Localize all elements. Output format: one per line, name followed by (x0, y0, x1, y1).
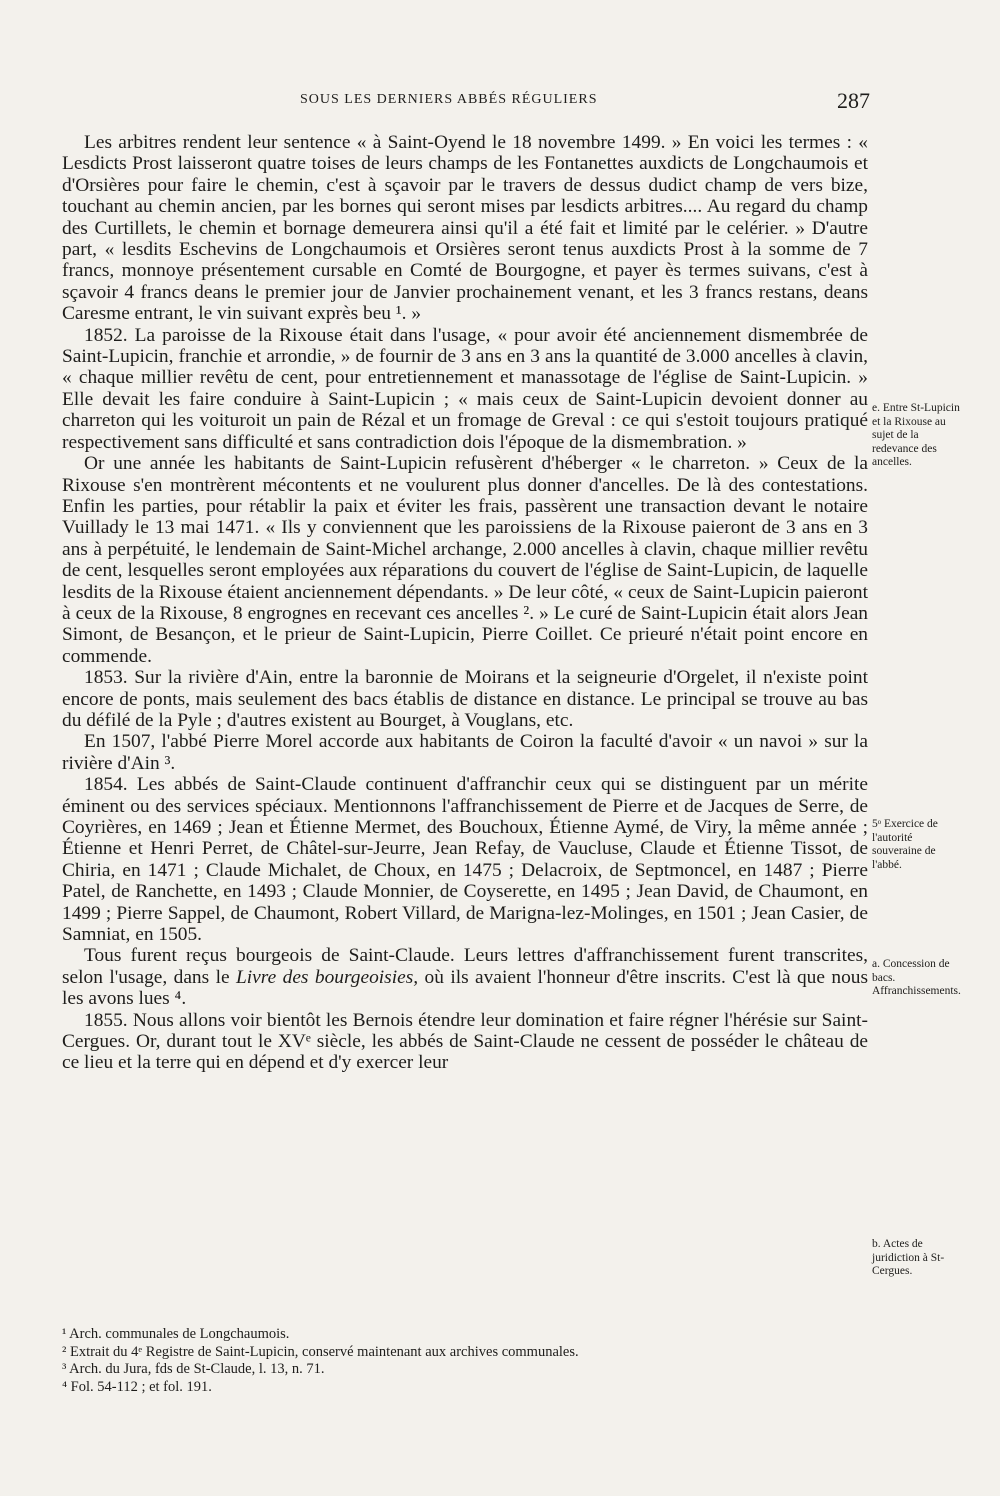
margin-note: e. Entre St-Lupicin et la Rixouse au sujet de la redevance des ancelles. (872, 402, 960, 469)
book-title-italic: Livre des bourgeoisies, (236, 966, 419, 988)
paragraph-arbitres: Les arbitres rendent leur sentence « à Saint-Oyend le 18 novembre 1499. » En voici les termes : « Lesdicts Prost laisseront quatre toises de leurs champs de les Fontanettes auxdicts de Longchaumois et d'Orsières pour faire le chemin, c'est à sçavoir par le travers de dessus dudict champ de vers bize, touchant au chemin ancien, par les bornes qui seront mises par lesdicts arbitres.... Au regard du champ des Curtillets, le chemin et bornage demeurera ainsi qu'il a été fait et limité par le celérier. » D'autre part, « lesdits Eschevins de Longchaumois et Orsières seront tenus auxdicts Prost à la somme de 7 francs, monnoye présentement cursable en Comté de Bourgogne, et payer ès termes suivans, c'est à sçavoir 4 francs deans le premier jour de Janvier prochainement venant, et les 3 francs restans, deans Caresme entrant, le vin suivant exprès beu ¹. » (62, 132, 868, 325)
paragraph-1852: 1852. La paroisse de la Rixouse était dans l'usage, « pour avoir été anciennement dismembrée de Saint-Lupicin, franchie et arrondie, » de fournir de 3 ans en 3 ans la quantité de 3.000 ancelles à clavin, « chaque millier revêtu de cent, pour entretiennement et manassotage de l'église de Saint-Lupicin. » Elle devait les faire conduire à Saint-Lupicin ; « mais ceux de Saint-Lupicin devoient donner au charreton qui les voituroit un pain de Rézal et un fromage de Greval : ce qui s'estoit toujours pratiqué respectivement sans difficulté et sans contradiction dois l'époque de la dismembration. » (62, 324, 868, 453)
paragraph-bourgeois-end: où ils avaient l'honneur d'être inscrits. C'est là que nous les avons lues ⁴. (62, 966, 869, 1010)
paragraph-rixouse: Or une année les habitants de Saint-Lupicin refusèrent d'héberger « le charreton. » Ceux de la Rixouse s'en montrèrent mécontents et ne voulurent plus donner d'ancelles. De là des contestations. Enfin les parties, pour rétablir la paix et éviter les frais, passèrent une transaction devant le notaire Vuillady le 13 mai 1471. « Ils y conviennent que les paroissiens de la Rixouse paieront de 3 ans en 3 ans à perpétuité, le lendemain de Saint-Michel archange, 2.000 ancelles à clavin, chaque millier revêtu de cent, lesquelles seront employées aux réparations du couvert de l'église de Saint-Lupicin, de laquelle lesdits de la Rixouse étaient anciennement dépendants. » De leur côté, « ceux de Saint-Lupicin paieront à ceux de la Rixouse, 8 engrognes en recevant ces ancelles ². » Le curé de Saint-Lupicin était alors Jean Simont, de Besançon, et le prieur de Saint-Lupicin, Pierre Coillet. Ce prieuré n'était point encore en commende. (62, 453, 868, 667)
paragraph-bourgeois (62, 945, 868, 1009)
footnote: ² Extrait du 4ᵉ Registre de Saint-Lupicin, conservé maintenant aux archives communales. (62, 1343, 579, 1360)
footnote: ³ Arch. du Jura, fds de St-Claude, l. 13, n. 71. (62, 1361, 325, 1377)
page-header (62, 88, 870, 118)
margin-note: 5ᵒ Exercice de l'autorité souveraine de l'abbé. (872, 818, 938, 871)
paragraph-1507: En 1507, l'abbé Pierre Morel accorde aux habitants de Coiron la faculté d'avoir « un navoi » sur la rivière d'Ain ³. (62, 731, 868, 774)
body-text (62, 132, 868, 1074)
running-title: SOUS LES DERNIERS ABBÉS RÉGULIERS (300, 92, 598, 107)
margin-note: b. Actes de juridiction à St-Cergues. (872, 1238, 945, 1278)
paragraph-1855: 1855. Nous allons voir bientôt les Bernois étendre leur domination et faire régner l'hérésie sur Saint-Cergues. Or, durant tout le XVᵉ siècle, les abbés de Saint-Claude ne cessent de posséder le château de ce lieu et la terre qui en dépend et d'y exercer leur (62, 1009, 868, 1074)
footnotes (62, 1326, 842, 1396)
footnote: ⁴ Fol. 54-112 ; et fol. 191. (62, 1378, 212, 1395)
footnote: ¹ Arch. communales de Longchaumois. (62, 1326, 290, 1342)
paragraph-1854: 1854. Les abbés de Saint-Claude continuent d'affranchir ceux qui se distinguent par un mérite éminent ou des services spéciaux. Mentionnons l'affranchissement de Pierre et de Jacques de Serre, de Coyrières, en 1469 ; Jean et Étienne Mermet, des Bouchoux, Étienne Aymé, de Viry, la même année ; Étienne et Henri Perret, de Châtel-sur-Jeurre, Jean Refay, de Vaucluse, Claude et Étienne Tissot, de Chiria, en 1471 ; Claude Michalet, de Choux, en 1475 ; Delacroix, de Septmoncel, en 1487 ; Pierre Patel, de Ranchette, en 1493 ; Claude Monnier, de Coyserette, en 1495 ; Jean David, de Chaumont, en 1499 ; Pierre Sappel, de Chaumont, Robert Villard, de Marigna-lez-Molinges, en 1501 ; Jean Casier, de Samniat, en 1505. (62, 774, 868, 946)
paragraph-1853: 1853. Sur la rivière d'Ain, entre la baronnie de Moirans et la seigneurie d'Orgelet, il n'existe point encore de ponts, mais seulement des bacs établis de distance en distance. Le principal se trouve au bas du défilé de la Pyle ; d'autres existent au Bourget, à Vouglans, etc. (62, 667, 868, 731)
paragraph-bourgeois-text: Tous furent reçus bourgeois de Saint-Claude. Leurs lettres d'affranchissement furent transcrites, selon l'usage, dans le (62, 945, 868, 988)
margin-note: a. Concession de bacs. Affranchissements. (872, 958, 961, 998)
page-number: 287 (837, 88, 870, 113)
